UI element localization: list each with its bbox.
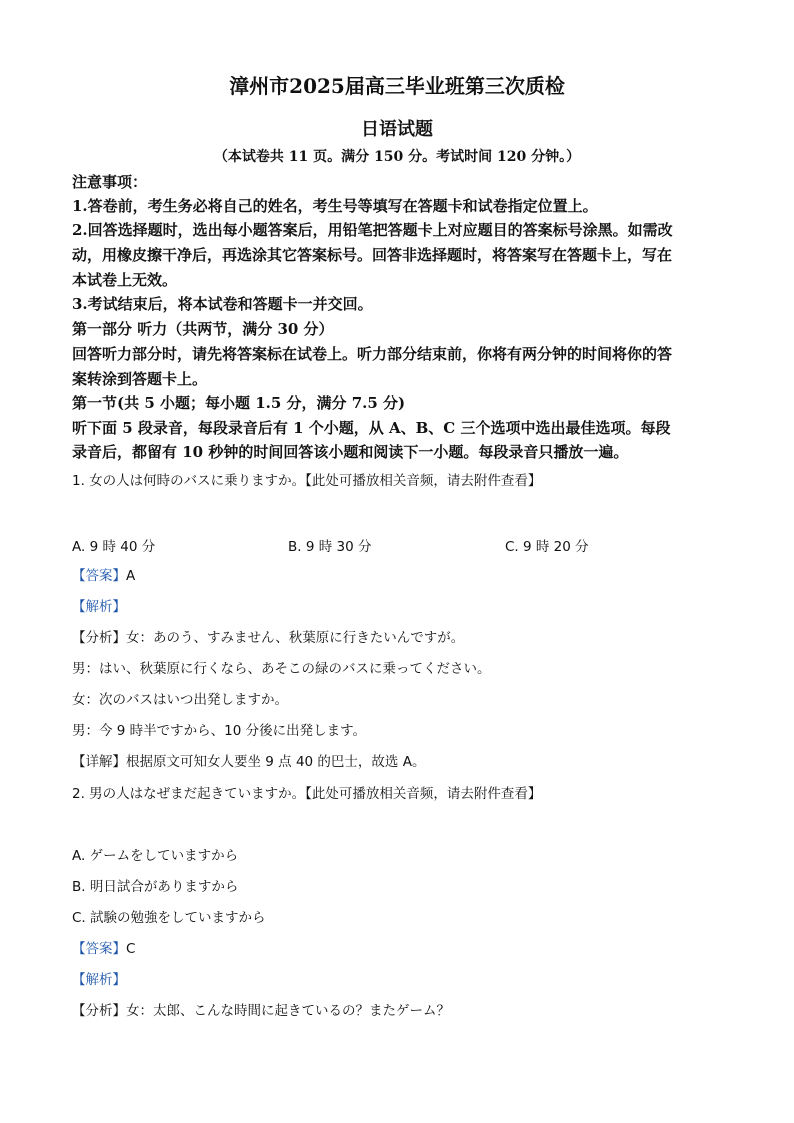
- note-1: 1.答卷前，考生务必将自己的姓名，考生号等填写在答题卡和试卷指定位置上。: [72, 197, 598, 215]
- exam-info: （本试卷共 11 页。满分 150 分。考试时间 120 分钟。）: [213, 149, 581, 165]
- q1-dialogue-3: 女：次のバスはいつ出発しますか。: [72, 692, 288, 708]
- q1-question: 1. 女の人は何時のバスに乗りますか。【此处可播放相关音频，请去附件查看】: [72, 473, 542, 489]
- answer-tag: 【答案】: [72, 568, 126, 584]
- detail-text: 根据原文可知女人要坐 9 点 40 的巴士，故选 A。: [126, 754, 426, 770]
- fenxi-tag: 【分析】: [72, 630, 126, 646]
- note-2-line-2: 动，用橡皮擦干净后，再选涂其它答案标号。回答非选择题时，将答案写在答题卡上，写在: [72, 246, 673, 264]
- notes-heading: 注意事项：: [72, 173, 148, 191]
- section1-intro-line-1: 听下面 5 段录音，每段录音后有 1 个小题，从 A、B、C 三个选项中选出最佳选项。每段: [72, 419, 671, 437]
- q1-dialogue-1: [72, 628, 722, 648]
- answer-tag: 【答案】: [72, 941, 126, 957]
- q2-option-a: A. ゲームをしていますから: [72, 848, 239, 864]
- q2-question: 2. 男の人はなぜまだ起きていますか。【此处可播放相关音频，请去附件查看】: [72, 786, 542, 802]
- q2-option-c: C. 試験の勉強をしていますから: [72, 910, 266, 926]
- q1-answer-line: [72, 566, 722, 586]
- q2-answer-line: [72, 939, 722, 959]
- dialogue-text: 女：あのう、すみません、秋葉原に行きたいんですが。: [126, 630, 465, 646]
- fenxi-tag: 【分析】: [72, 1003, 126, 1019]
- subject-title: 日语试题: [361, 119, 433, 140]
- q2-analysis-tag: 【解析】: [72, 972, 126, 988]
- q2-dialogue-1: [72, 1001, 722, 1021]
- note-3: 3.考试结束后，将本试卷和答题卡一并交回。: [72, 295, 373, 313]
- q1-answer: A: [126, 568, 136, 584]
- q1-option-a: A. 9 時 40 分: [72, 539, 156, 555]
- part1-intro-line-1: 回答听力部分时，请先将答案标在试卷上。听力部分结束前，你将有两分钟的时间将你的答: [72, 345, 673, 363]
- q1-option-b: B. 9 時 30 分: [288, 539, 372, 555]
- note-2-line-3: 本试卷上无效。: [72, 271, 178, 289]
- section1-intro-line-2: 录音后，都留有 10 秒钟的时间回答该小题和阅读下一小题。每段录音只播放一遍。: [72, 443, 629, 461]
- q1-dialogue-2: 男：はい、秋葉原に行くなら、あそこの緑のバスに乗ってください。: [72, 661, 491, 677]
- q2-answer: C: [126, 941, 136, 957]
- section1-heading: 第一节(共 5 小题；每小题 1.5 分，满分 7.5 分): [72, 394, 406, 412]
- detail-tag: 【详解】: [72, 754, 126, 770]
- q1-dialogue-4: 男：今 9 時半ですから、10 分後に出発します。: [72, 723, 367, 739]
- q1-detail: [72, 752, 722, 772]
- dialogue-text: 女：太郎、こんな時間に起きているの？またゲーム？: [126, 1003, 450, 1019]
- exam-title: 漳州市2025届高三毕业班第三次质检: [229, 74, 565, 98]
- part1-intro-line-2: 案转涂到答题卡上。: [72, 370, 208, 388]
- q1-analysis-tag: 【解析】: [72, 599, 126, 615]
- q2-option-b: B. 明日試合がありますから: [72, 879, 239, 895]
- q1-option-c: C. 9 時 20 分: [505, 539, 589, 555]
- note-2-line-1: 2.回答选择题时，选出每小题答案后，用铅笔把答题卡上对应题目的答案标号涂黑。如需改: [72, 221, 673, 239]
- part1-heading: 第一部分 听力（共两节，满分 30 分）: [72, 320, 334, 338]
